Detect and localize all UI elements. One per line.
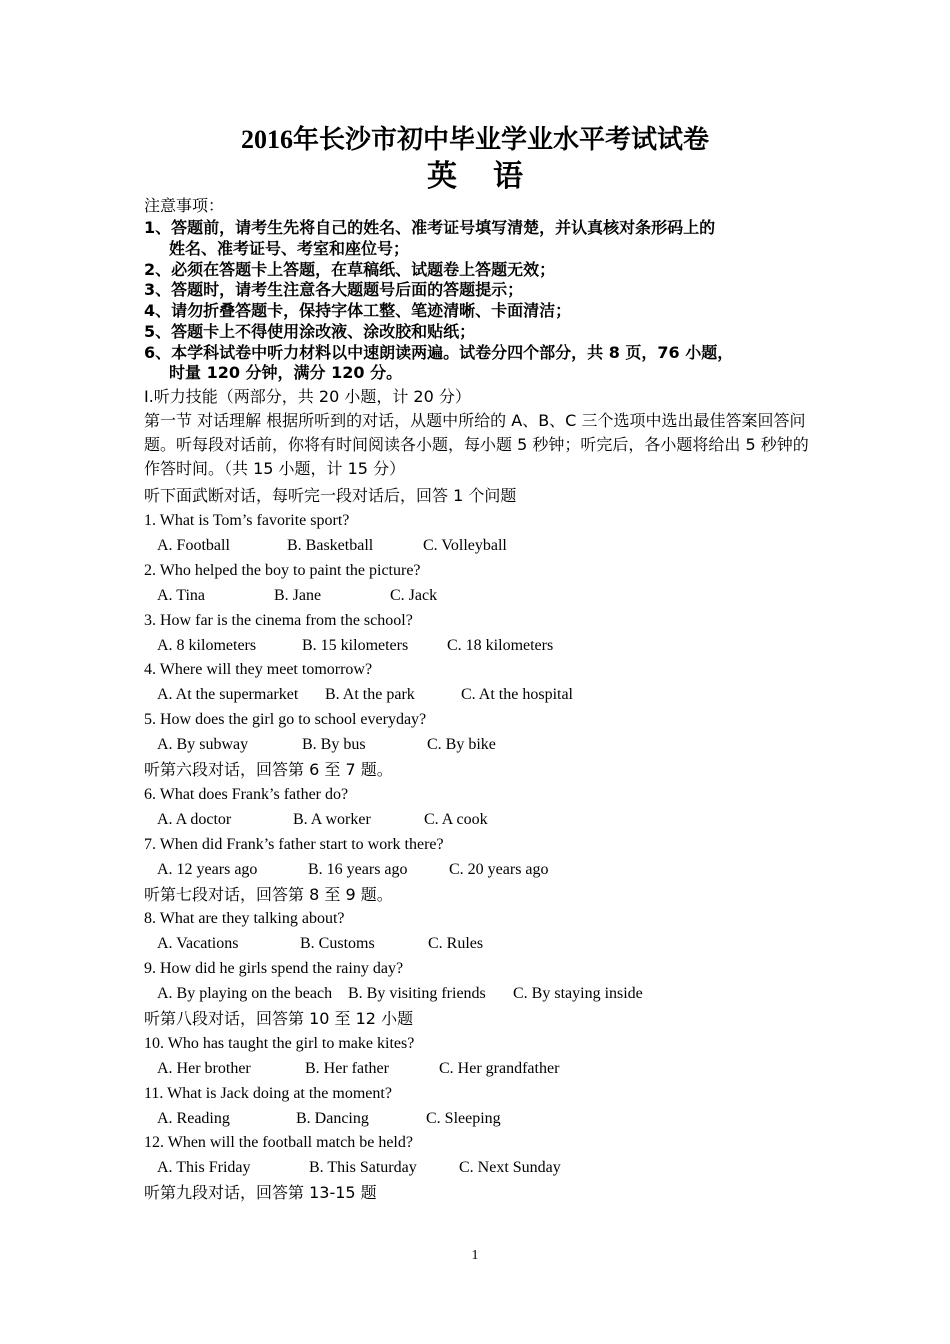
- option-c: C. A cook: [424, 811, 488, 828]
- option-a: A. 8 kilometers: [157, 637, 257, 654]
- note-item: 时量 120 分钟，满分 120 分。: [169, 363, 403, 382]
- option-a: A. At the supermarket: [157, 686, 299, 703]
- option-c: C. 20 years ago: [449, 861, 549, 878]
- option-a: A. 12 years ago: [157, 861, 258, 878]
- option-c: C. Next Sunday: [459, 1159, 561, 1176]
- option-a: A. Vacations: [157, 935, 239, 952]
- note-item: 姓名、准考证号、考室和座位号；: [169, 239, 410, 258]
- option-c: C. Rules: [428, 935, 484, 952]
- option-a: A. A doctor: [157, 811, 232, 828]
- option-a: A. Reading: [157, 1110, 230, 1127]
- option-c: C. Volleyball: [423, 537, 507, 554]
- part1-instructions: 第一节 对话理解 根据所听到的对话，从题中所给的 A、B、C 三个选项中选出最佳答案回答问题。听每段对话前，你将有时间阅读各小题，每小题 5 秒钟；听完后，各小题将给出 5 秒钟的作答时间。（共 15 小题，计 15 分）: [144, 411, 809, 478]
- title-year: 2016: [240, 125, 293, 154]
- question-text: 4. Where will they meet tomorrow?: [144, 661, 373, 678]
- option-c: C. Her grandfather: [439, 1060, 560, 1077]
- note-item: 2、必须在答题卡上答题，在草稿纸、试题卷上答题无效；: [144, 260, 556, 279]
- section-title: I.听力技能（两部分，共 20 小题，计 20 分）: [144, 387, 471, 406]
- option-b: B. Her father: [305, 1060, 389, 1077]
- option-b: B. By visiting friends: [348, 985, 486, 1002]
- question-text: 1. What is Tom’s favorite sport?: [144, 512, 350, 529]
- question-text: 3. How far is the cinema from the school?: [144, 612, 413, 629]
- instruction-dialogue-7: 听第七段对话，回答第 8 至 9 题。: [144, 885, 393, 904]
- option-b: B. This Saturday: [309, 1159, 417, 1176]
- question-text: 12. When will the football match be held?: [144, 1134, 413, 1151]
- option-b: B. 15 kilometers: [302, 637, 409, 654]
- option-c: C. Jack: [390, 587, 438, 604]
- option-b: B. 16 years ago: [308, 861, 408, 878]
- question-text: 6. What does Frank’s father do?: [144, 786, 349, 803]
- option-a: A. Her brother: [157, 1060, 251, 1077]
- option-c: C. 18 kilometers: [447, 637, 554, 654]
- option-c: C. By staying inside: [513, 985, 643, 1002]
- note-item: 5、答题卡上不得使用涂改液、涂改胶和贴纸；: [144, 322, 476, 341]
- option-a: A. By playing on the beach: [157, 985, 333, 1002]
- instruction-short-dialogues: 听下面武断对话，每听完一段对话后，回答 1 个问题: [144, 486, 517, 505]
- note-item: 6、本学科试卷中听力材料以中速朗读两遍。试卷分四个部分，共 8 页，76 小题，: [144, 343, 734, 362]
- subject-heading: [0, 158, 950, 196]
- title-text: 年长沙市初中毕业学业水平考试试卷: [292, 125, 709, 155]
- option-c: C. At the hospital: [461, 686, 573, 703]
- option-b: B. Dancing: [296, 1110, 369, 1127]
- option-a: A. Football: [157, 537, 230, 554]
- option-b: B. At the park: [325, 686, 415, 703]
- question-text: 5. How does the girl go to school everyday?: [144, 711, 427, 728]
- option-c: C. By bike: [427, 736, 496, 753]
- option-b: B. A worker: [293, 811, 371, 828]
- instruction-dialogue-9: 听第九段对话，回答第 13-15 题: [144, 1183, 377, 1202]
- option-b: B. Jane: [274, 587, 322, 604]
- instruction-dialogue-6: 听第六段对话，回答第 6 至 7 题。: [144, 760, 393, 779]
- question-text: 9. How did he girls spend the rainy day?: [144, 960, 404, 977]
- option-a: A. This Friday: [157, 1159, 251, 1176]
- notes-heading: 注意事项：: [144, 196, 225, 215]
- subject-char-1: 英: [427, 159, 457, 194]
- question-text: 10. Who has taught the girl to make kites?: [144, 1035, 415, 1052]
- option-b: B. Basketball: [287, 537, 374, 554]
- note-item: 1、答题前，请考生先将自己的姓名、准考证号填写清楚，并认真核对条形码上的: [144, 218, 716, 237]
- question-text: 2. Who helped the boy to paint the picture?: [144, 562, 421, 579]
- option-a: A. Tina: [157, 587, 206, 604]
- option-b: B. By bus: [302, 736, 366, 753]
- note-item: 3、答题时，请考生注意各大题题号后面的答题提示；: [144, 280, 524, 299]
- exam-title: [0, 122, 950, 158]
- page-number: 1: [471, 1248, 479, 1263]
- subject-char-2: 语: [493, 159, 523, 194]
- question-text: 8. What are they talking about?: [144, 910, 345, 927]
- question-text: 7. When did Frank’s father start to work there?: [144, 836, 444, 853]
- question-text: 11. What is Jack doing at the moment?: [144, 1085, 392, 1102]
- option-a: A. By subway: [157, 736, 249, 753]
- option-c: C. Sleeping: [426, 1110, 501, 1127]
- instruction-dialogue-8: 听第八段对话，回答第 10 至 12 小题: [144, 1009, 414, 1028]
- note-item: 4、请勿折叠答题卡，保持字体工整、笔迹清晰、卡面清洁；: [144, 301, 572, 320]
- option-b: B. Customs: [300, 935, 375, 952]
